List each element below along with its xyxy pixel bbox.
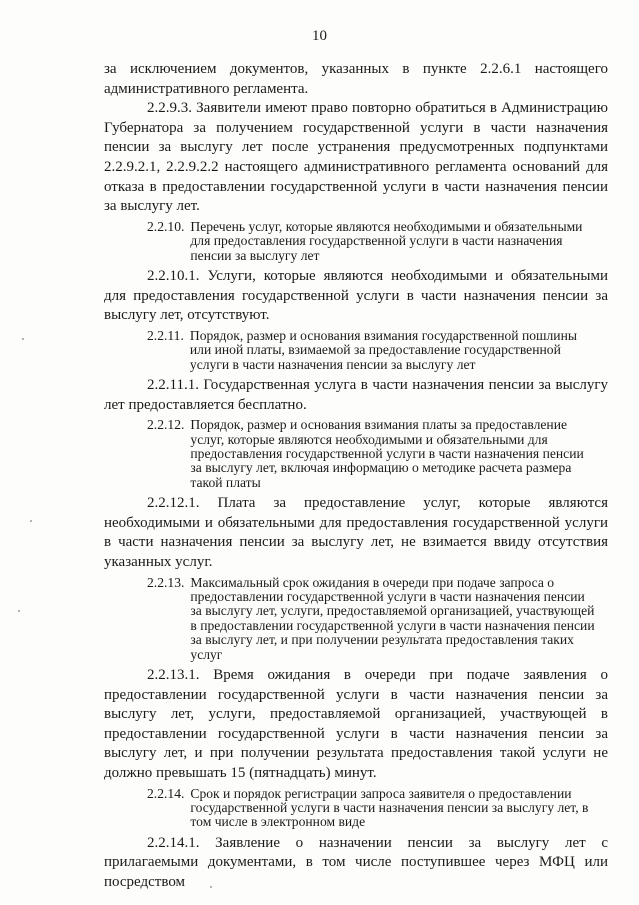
section-title: Порядок, размер и основания взимания платы за предоставление услуг, которые являются необходимыми и обязательными для предоставления государственной услуги в части назначения пенсии за выслугу лет, включая информацию о методике расчета размера такой платы	[190, 417, 584, 490]
scan-speck	[18, 610, 20, 612]
section-heading-2-2-12	[104, 418, 608, 490]
section-number: 2.2.11.	[147, 327, 184, 343]
paragraph-2-2-14-1: 2.2.14.1. Заявление о назначении пенсии за выслугу лет с прилагаемыми документами, в том числе поступившее через МФЦ или посредством	[104, 834, 608, 890]
paragraph-2-2-9-3: 2.2.9.3. Заявители имеют право повторно обратиться в Администрацию Губернатора за получением государственной услуги в части назначения пенсии за выслугу лет после устранения предусмотренных подпунктами 2.2.9.2.1, 2.2.9.2.2 настоящего административного регламента оснований для отказа в предоставлении государственной услуги в части назначения пенсии за выслугу лет.	[104, 100, 608, 215]
section-number: 2.2.13.	[147, 574, 185, 590]
paragraph-2-2-11-1: 2.2.11.1. Государственная услуга в части назначения пенсии за выслугу лет предоставляется бесплатно.	[104, 376, 608, 413]
section-number: 2.2.12.	[147, 417, 185, 433]
scan-speck	[210, 886, 212, 888]
paragraph-continuation: за исключением документов, указанных в пункте 2.2.6.1 настоящего административного регламента.	[104, 61, 608, 97]
section-title: Максимальный срок ожидания в очереди при подаче запроса о предоставлении государственной услуги в части назначения пенсии за выслугу лет, услуги, предоставляемой организацией, участвующей в предоставлении государственной услуги в части назначения пенсии за выслугу лет, и при получении результата предоставления таких услуг	[190, 574, 595, 662]
section-title: Перечень услуг, которые являются необходимыми и обязательными для предоставления государственной услуги в части назначения пенсии за выслугу лет	[190, 218, 583, 263]
section-number: 2.2.14.	[147, 785, 185, 801]
section-title: Порядок, размер и основания взимания государственной пошлины или иной платы, взимаемой за предоставление государственной услуги в части назначения пенсии за выслугу лет	[189, 327, 577, 372]
document-body	[104, 60, 608, 893]
paragraph-2-2-13-1: 2.2.13.1. Время ожидания в очереди при подаче заявления о предоставлении государственной услуги в части назначения пенсии за выслугу лет, услуги, предоставляемой организацией, участвующей в предоставлении государственной услуги в части назначения пенсии за выслугу лет, и при получении результата предоставления такой услуги не должно превышать 15 (пятнадцать) минут.	[104, 667, 608, 781]
section-number: 2.2.10.	[147, 218, 185, 234]
paragraph-2-2-12-1: 2.2.12.1. Плата за предоставление услуг, которые являются необходимыми и обязательными для предоставления государственной услуги в части назначения пенсии за выслугу лет, не взимается ввиду отсутствия указанных услуг.	[104, 495, 608, 570]
section-heading-2-2-10	[104, 220, 608, 263]
scan-speck	[30, 520, 32, 522]
section-heading-2-2-13	[104, 576, 608, 662]
section-heading-2-2-11	[104, 329, 608, 372]
section-heading-2-2-14	[104, 787, 608, 830]
scan-speck	[22, 338, 24, 340]
paragraph-2-2-10-1: 2.2.10.1. Услуги, которые являются необходимыми и обязательными для предоставления государственной услуги в части назначения пенсии за выслугу лет, отсутствуют.	[104, 267, 608, 324]
section-title: Срок и порядок регистрации запроса заявителя о предоставлении государственной услуги в части назначения пенсии за выслугу лет, в том числе в электронном виде	[190, 785, 589, 830]
page-number: 10	[312, 28, 327, 44]
